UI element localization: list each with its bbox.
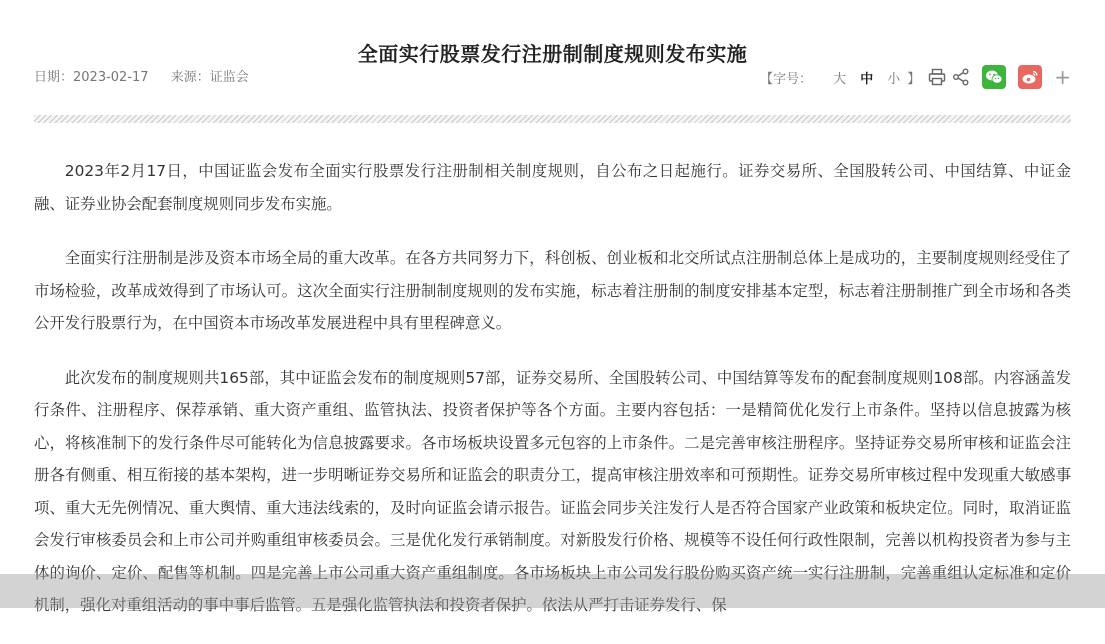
article-body (34, 155, 1071, 644)
font-size-large-button[interactable]: 大 (833, 71, 847, 87)
bottom-overlay (0, 574, 1105, 608)
wechat-share-icon[interactable] (982, 65, 1006, 89)
article-meta (34, 66, 267, 85)
more-share-icon[interactable]: + (1054, 65, 1071, 89)
article-title: 全面实行股票发行注册制制度规则发布实施 (357, 42, 748, 66)
font-size-small-button[interactable]: 小 (887, 71, 901, 87)
article-paragraph: 全面实行注册制是涉及资本市场全局的重大改革。在各方共同努力下，科创板、创业板和北交所试点注册制总体上是成功的，主要制度规则经受住了市场检验，改革成效得到了市场认可。这次全面实行注册制制度规则的发布实施，标志着注册制的制度安排基本定型，标志着注册制推广到全市场和各类公开发行股票行为，在中国资本市场改革发展进程中具有里程碑意义。 (34, 249, 1071, 332)
print-icon[interactable] (926, 66, 948, 88)
title-divider (34, 115, 1071, 123)
share-icon[interactable] (950, 66, 972, 88)
font-size-medium-button[interactable]: 中 (860, 71, 874, 87)
article-toolbar (760, 62, 1071, 92)
font-size-bracket: 】 (907, 71, 921, 87)
publish-date: 日期：2023-02-17 (34, 70, 149, 85)
article-paragraph: 此次发布的制度规则共165部，其中证监会发布的制度规则57部，证券交易所、全国股转公司、中国结算等发布的配套制度规则108部。内容涵盖发行条件、注册程序、保荐承销、重大资产重组、监管执法、投资者保护等各个方面。主要内容包括：一是精简优化发行上市条件。坚持以信息披露为核心，将核准制下的发行条件尽可能转化为信息披露要求。各市场板块设置多元包容的上市条件。二是完善审核注册程序。坚持证券交易所审核和证监会注册各有侧重、相互衔接的基本架构，进一步明晰证券交易所和证监会的职责分工，提高审核注册效率和可预期性。证券交易所审核过程中发现重大敏感事项、重大无先例情况、重大舆情、重大违法线索的，及时向证监会请示报告。证监会同步关注发行人是否符合国家产业政策和板块定位。同时，取消证监会发行审核委员会和上市公司并购重组审核委员会。三是优化发行承销制度。对新股发行价格、规模等不设任何行政性限制，完善以机构投资者为参与主体的询价、定价、配售等机制。四是完善上市公司重大资产重组制度。各市场板块上市公司发行股份购买资产统一实行注册制，完善重组认定标准和定价机制，强化对重组活动的事中事后监管。五是强化监管执法和投资者保护。依法从严打击证券发行、保 (34, 368, 1071, 614)
font-size-label: 【字号： (760, 71, 813, 87)
article-source: 来源：证监会 (170, 70, 249, 85)
weibo-share-icon[interactable] (1018, 65, 1042, 89)
article-paragraph: 2023年2月17日，中国证监会发布全面实行股票发行注册制相关制度规则，自公布之日起施行。证券交易所、全国股转公司、中国结算、中证金融、证券业协会配套制度规则同步发布实施。 (34, 162, 1071, 213)
